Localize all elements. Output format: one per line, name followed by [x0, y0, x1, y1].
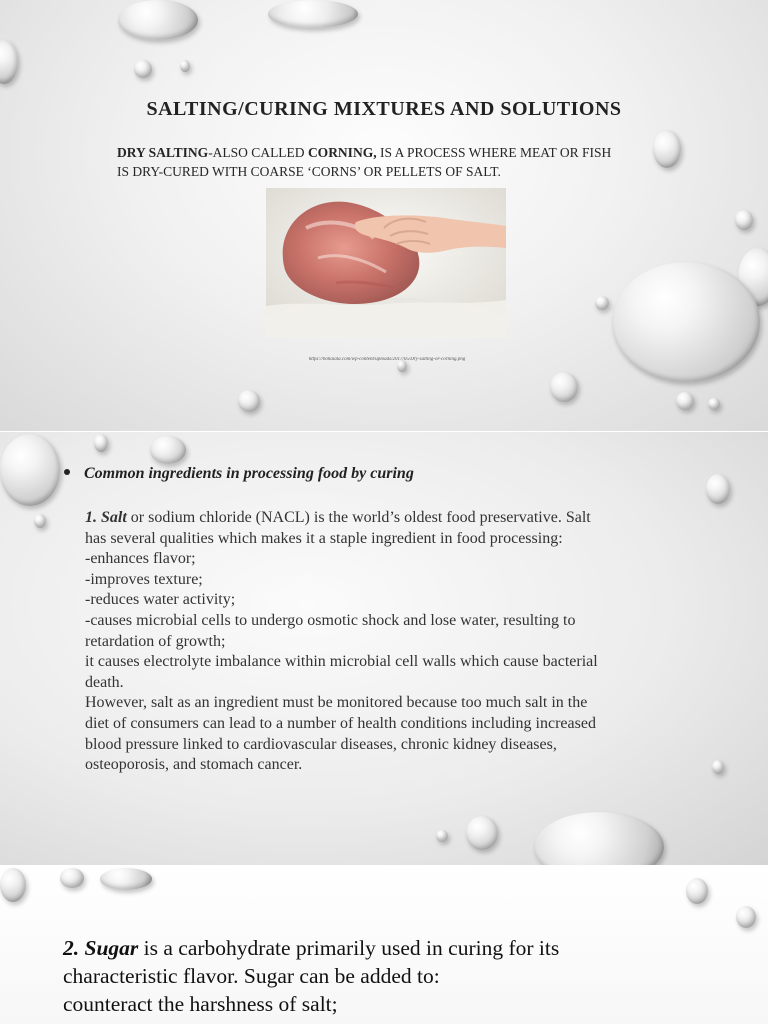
bullet-icon	[64, 469, 70, 475]
salt-line: has several qualities which makes it a staple ingredient in food processing:	[85, 529, 563, 547]
water-drop-icon	[268, 0, 358, 28]
salt-line: retardation of growth;	[85, 632, 226, 650]
water-drop-icon	[708, 398, 720, 410]
salt-line: it causes electrolyte imbalance within microbial cell walls which cause bacterial	[85, 653, 598, 671]
water-drop-icon	[436, 830, 448, 842]
intro-part1: -ALSO CALLED	[208, 145, 308, 160]
intro-text	[117, 143, 657, 181]
salt-line: osteoporosis, and stomach cancer.	[85, 756, 303, 774]
water-drop-icon	[150, 436, 186, 464]
salt-line: -reduces water activity;	[85, 591, 236, 609]
sugar-line-1: 2. Sugar is a carbohydrate primarily used in curing for its	[63, 936, 560, 960]
sugar-term: Sugar	[84, 936, 139, 960]
water-drop-icon	[100, 868, 152, 890]
water-drop-icon	[134, 60, 152, 78]
dry-salting-photo	[266, 188, 506, 338]
water-drop-icon	[676, 392, 694, 410]
intro-term-dry-salting: DRY SALTING	[117, 145, 209, 160]
sugar-paragraph	[63, 934, 763, 1018]
water-drop-icon	[34, 514, 46, 528]
water-drop-icon	[612, 262, 760, 382]
water-drop-icon	[118, 0, 198, 40]
sugar-line-2: characteristic flavor. Sugar can be added to:	[63, 964, 440, 988]
water-drop-icon	[735, 210, 753, 230]
salt-line: -improves texture;	[85, 570, 203, 588]
salt-paragraph	[85, 508, 725, 776]
intro-part2: IS A PROCESS WHERE MEAT OR FISH	[376, 145, 612, 160]
image-source-caption: https://bohaiala.com/wp-content/uploads/2017/05/Dry-salting-or-corning.png	[308, 357, 466, 362]
water-drop-icon	[686, 878, 708, 904]
sugar-number: 2.	[63, 936, 85, 960]
salt-line: However, salt as an ingredient must be monitored because too much salt in the	[85, 694, 588, 712]
water-drop-icon	[534, 812, 664, 866]
water-drop-icon	[0, 40, 18, 84]
salt-line: -enhances flavor;	[85, 550, 196, 568]
water-drop-icon	[180, 60, 190, 72]
salt-line-1: 1. Salt or sodium chloride (NACL) is the world’s oldest food preservative. Salt	[85, 509, 591, 526]
water-drop-icon	[0, 434, 60, 506]
sugar-line-3: counteract the harshness of salt;	[63, 992, 338, 1016]
water-drop-icon	[653, 130, 681, 168]
water-drop-icon	[706, 474, 730, 504]
bullet-heading	[64, 465, 414, 483]
intro-line2: IS DRY-CURED WITH COARSE ‘CORNS’ OR PELLETS OF SALT.	[117, 164, 501, 179]
salt-term: Salt	[101, 509, 127, 526]
salt-line: blood pressure linked to cardiovascular diseases, chronic kidney diseases,	[85, 735, 557, 753]
salt-line: diet of consumers can lead to a number of health conditions including increased	[85, 714, 596, 732]
slide-1	[0, 0, 768, 432]
water-drop-icon	[550, 372, 578, 402]
water-drop-icon	[238, 390, 260, 412]
water-drop-icon	[466, 816, 498, 850]
bullet-heading-text: Common ingredients in processing food by curing	[84, 465, 414, 482]
salt-number: 1.	[85, 509, 101, 526]
water-drop-icon	[736, 906, 756, 928]
slide-title: SALTING/CURING MIXTURES AND SOLUTIONS	[146, 98, 622, 120]
salted-meat-illustration	[266, 188, 506, 338]
salt-line: death.	[85, 673, 124, 691]
water-drop-icon	[595, 296, 609, 310]
water-drop-icon	[60, 868, 84, 888]
intro-term-corning: CORNING,	[307, 145, 377, 160]
water-drop-icon	[0, 868, 26, 902]
water-drop-icon	[94, 434, 108, 452]
salt-line: -causes microbial cells to undergo osmotic shock and lose water, resulting to	[85, 611, 576, 629]
